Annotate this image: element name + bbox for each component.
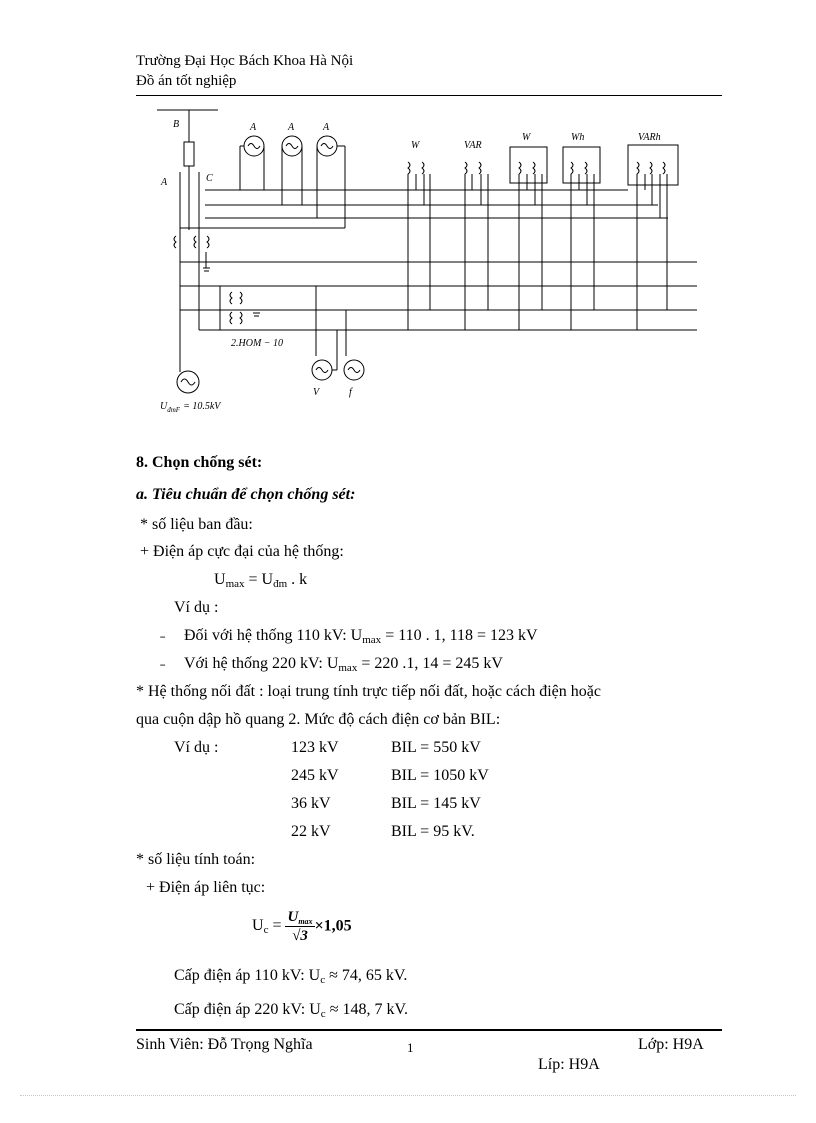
bil-row-value: BIL = 1050 kV	[391, 767, 489, 784]
ammeter-label-2: A	[288, 122, 295, 133]
wiring-diagram	[150, 108, 705, 420]
ammeter-label-3: A	[323, 122, 330, 133]
voltmeter-label: V	[313, 387, 320, 398]
calc-data-label: * số liệu tính toán:	[136, 851, 256, 868]
uc-formula: $U_c$ = $\frac{U_{max}}{√3}$ ×1,05	[252, 909, 352, 944]
ammeter-label-1: A	[250, 122, 257, 133]
bil-row-value: BIL = 145 kV	[391, 795, 481, 812]
meter-label-varh: VARh	[638, 132, 661, 143]
max-voltage-label: + Điện áp cực đại của hệ thống:	[140, 543, 344, 560]
footer-page-number: 1	[407, 1040, 414, 1055]
grounding-line-2: qua cuộn dập hồ quang 2. Mức độ cách điện cơ bản BIL:	[136, 711, 501, 728]
example-110kv: ˗ Đối với hệ thống 110 kV: $U_{max} = 110$ . 1, 118 = 123 kV	[160, 627, 538, 646]
bil-row-value: BIL = 95 kV.	[391, 823, 475, 840]
bil-row-kv: 22 kV	[291, 823, 331, 840]
label-A: A	[161, 177, 168, 188]
frequency-meter-label: f	[349, 387, 352, 398]
header-university: Trường Đại Học Bách Khoa Hà Nội	[136, 53, 354, 69]
meter-label-wh: Wh	[571, 132, 585, 143]
bil-row-kv: 123 kV	[291, 739, 339, 756]
example-220kv: ˗ Với hệ thống 220 kV: $U_{max} = 220$ .1, 14 = 245 kV	[160, 655, 503, 674]
footer-rule	[136, 1029, 722, 1031]
bil-row-value: BIL = 550 kV	[391, 739, 481, 756]
footer-class-duplicate: Líp: H9A	[538, 1056, 600, 1073]
generator-voltage-label: $U_{đmF} = 10.5kV$	[160, 401, 221, 414]
section-heading: 8. Chọn chống sét:	[136, 454, 263, 471]
meter-label-w: W	[411, 140, 420, 151]
label-C: C	[206, 173, 213, 184]
label-B: B	[173, 119, 180, 130]
bil-row-kv: 245 kV	[291, 767, 339, 784]
example-label: Ví dụ :	[174, 599, 219, 616]
header-subtitle: Đồ án tốt nghiệp	[136, 73, 237, 89]
continuous-voltage-label: + Điện áp liên tục:	[146, 879, 266, 896]
bil-example-label: Ví dụ :	[174, 739, 219, 756]
footer-student: Sinh Viên: Đỗ Trọng Nghĩa	[136, 1036, 313, 1053]
footer-class: Lớp: H9A	[638, 1036, 704, 1053]
level-110kv: Cấp điện áp 110 kV: $U_c \approx 74$, 65 kV.	[174, 967, 408, 986]
meter-label-var: VAR	[464, 140, 482, 151]
header-rule	[136, 95, 722, 96]
bil-row-kv: 36 kV	[291, 795, 331, 812]
uc-fraction: $\frac{U_{max}}{√3}$	[287, 909, 313, 944]
grounding-line-1: * Hệ thống nối đất : loại trung tính trực tiếp nối đất, hoặc cách điện hoặc	[136, 683, 601, 700]
page-edge-divider	[20, 1095, 796, 1096]
section-subheading: a. Tiêu chuẩn để chọn chống sét:	[136, 486, 356, 503]
umax-formula: $U_{max} = U_{đm}$ . k	[214, 571, 308, 590]
initial-data-label: * số liệu ban đầu:	[140, 516, 253, 533]
vt-label: 2.HOM − 10	[231, 338, 284, 349]
level-220kv: Cấp điện áp 220 kV: $U_c \approx 148$, 7 kV.	[174, 1001, 408, 1020]
meter-label-w2: W	[522, 132, 531, 143]
